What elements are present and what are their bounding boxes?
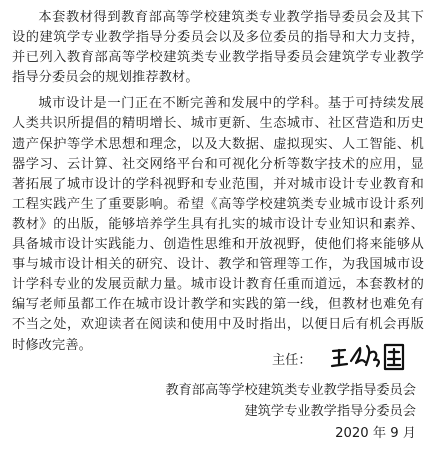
signature-label: 主任： [272,353,312,368]
date-line: 2020 年 9 月 [335,426,416,441]
org-name-2: 建筑学专业教学指导分委员会 [244,404,416,419]
handwritten-signature [329,341,407,373]
paragraph-1: 本套教材得到教育部高等学校建筑类专业教学指导委员会及其下设的建筑学专业教学指导分委员会以及多位委员的指导和大力支持，并已列入教育部高等学校建筑类专业教学指导委员会建筑学专业教学指导分委员会的规划推荐教材。 [12,10,424,86]
paragraph-2: 城市设计是一门正在不断完善和发展中的学科。基于可持续发展人类共识所提倡的精明增长、城市更新、生态城市、社区营造和历史遗产保护等学术思想和理念，以及大数据、虚拟现实、人工智能、机器学习、云计算、社交网络平台和可视化分析等数字技术的应用，显著拓展了城市设计的学科视野和专业范围，并对城市设计专业教育和工程实践产生了重要影响。希望《高等学校建筑类专业城市设计系列教材》的出版，能够培养学生具有扎实的城市设计专业知识和素养、具备城市设计实践能力、创造性思维和开放视野，使他们将来能够从事与城市设计相关的研究、设计、教学和管理等工作，为我国城市设计学科专业的发展贡献力量。城市设计教育任重而道远，本套教材的编写老师虽都工作在城市设计教学和实践的第一线，但教材也难免有不当之处，欢迎读者在阅读和使用中及时指出，以便日后有机会再版时修改完善。 [12,96,424,353]
signature-row [0,341,436,375]
body-text [12,8,424,356]
org-name-1: 教育部高等学校建筑类专业教学指导委员会 [165,383,416,398]
